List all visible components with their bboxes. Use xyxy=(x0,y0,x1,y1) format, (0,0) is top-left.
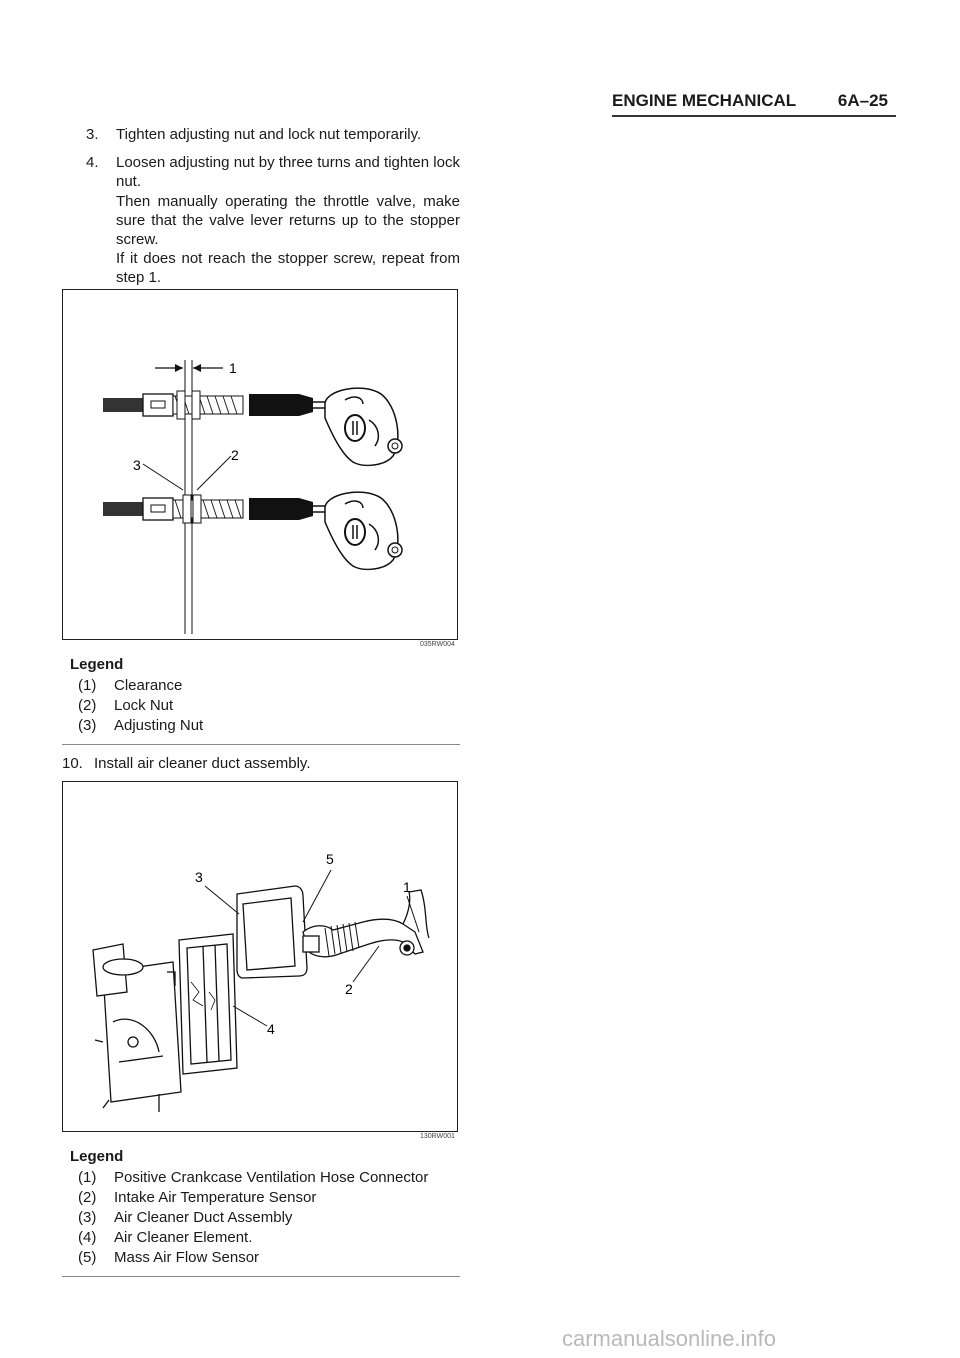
legend-label: Positive Crankcase Ventilation Hose Connector xyxy=(114,1169,429,1186)
air-cleaner-illustration xyxy=(63,782,457,1131)
air-cleaner-lower-case xyxy=(93,944,181,1112)
note-text: If it does not reach the stopper screw, repeat from step 1. xyxy=(116,250,460,286)
figure-throttle-cable xyxy=(62,289,458,640)
legend-number: (3) xyxy=(78,717,97,734)
callout-2: 2 xyxy=(231,447,239,463)
legend-title: Legend xyxy=(70,1148,124,1165)
legend-item xyxy=(78,717,203,734)
legend-item xyxy=(78,1169,428,1186)
figure-code: 130RW001 xyxy=(420,1133,455,1140)
callout-2: 2 xyxy=(345,981,353,997)
figure-air-cleaner xyxy=(62,781,458,1132)
upper-cable-assembly xyxy=(103,388,402,465)
legend-item xyxy=(78,1209,292,1226)
page-number: 6A–25 xyxy=(837,91,888,110)
legend-label: Intake Air Temperature Sensor xyxy=(114,1189,317,1206)
section-rule xyxy=(62,744,460,745)
callout-1: 1 xyxy=(403,879,411,895)
legend-number: (1) xyxy=(78,1169,97,1186)
legend-label: Lock Nut xyxy=(114,697,174,714)
step-text: Install air cleaner duct assembly. xyxy=(94,755,311,772)
lower-cable-assembly xyxy=(103,492,402,569)
legend-label: Mass Air Flow Sensor xyxy=(114,1249,260,1266)
legend-item xyxy=(78,697,173,714)
air-cleaner-duct-assembly xyxy=(237,886,429,978)
legend-item xyxy=(78,1249,259,1266)
legend-item xyxy=(78,677,182,694)
legend-title: Legend xyxy=(70,656,124,673)
legend-number: (2) xyxy=(78,697,97,714)
step-number: 10. xyxy=(62,755,83,772)
callout-3: 3 xyxy=(195,869,203,885)
legend-number: (1) xyxy=(78,677,97,694)
legend-item xyxy=(78,1189,316,1206)
legend-label: Air Cleaner Element. xyxy=(114,1229,253,1246)
step-number: 4. xyxy=(86,154,99,171)
figure-code: 035RW004 xyxy=(420,641,455,648)
page-header xyxy=(612,91,896,117)
callout-1: 1 xyxy=(229,360,237,376)
legend-number: (2) xyxy=(78,1189,97,1206)
air-cleaner-element xyxy=(179,934,237,1074)
step-text: Tighten adjusting nut and lock nut temporarily. xyxy=(116,126,422,143)
legend-label: Adjusting Nut xyxy=(114,717,204,734)
callout-3: 3 xyxy=(133,457,141,473)
site-watermark[interactable]: carmanualsonline.info xyxy=(562,1326,777,1351)
legend-item xyxy=(78,1229,252,1246)
step-text: Loosen adjusting nut by three turns and tighten lock nut. xyxy=(116,154,460,190)
step-number: 3. xyxy=(86,126,99,143)
callout-4: 4 xyxy=(267,1021,275,1037)
legend-label: Clearance xyxy=(114,677,183,694)
section-title: ENGINE MECHANICAL xyxy=(612,91,797,110)
legend-number: (5) xyxy=(78,1249,97,1266)
section-rule xyxy=(62,1276,460,1277)
callout-5: 5 xyxy=(326,851,334,867)
legend-number: (3) xyxy=(78,1209,97,1226)
legend-label: Air Cleaner Duct Assembly xyxy=(114,1209,293,1226)
header-rule xyxy=(612,115,896,117)
throttle-cable-illustration xyxy=(63,290,457,639)
note-text: Then manually operating the throttle valve, make sure that the valve lever returns up to the stopper screw. xyxy=(116,193,460,248)
legend-number: (4) xyxy=(78,1229,97,1246)
